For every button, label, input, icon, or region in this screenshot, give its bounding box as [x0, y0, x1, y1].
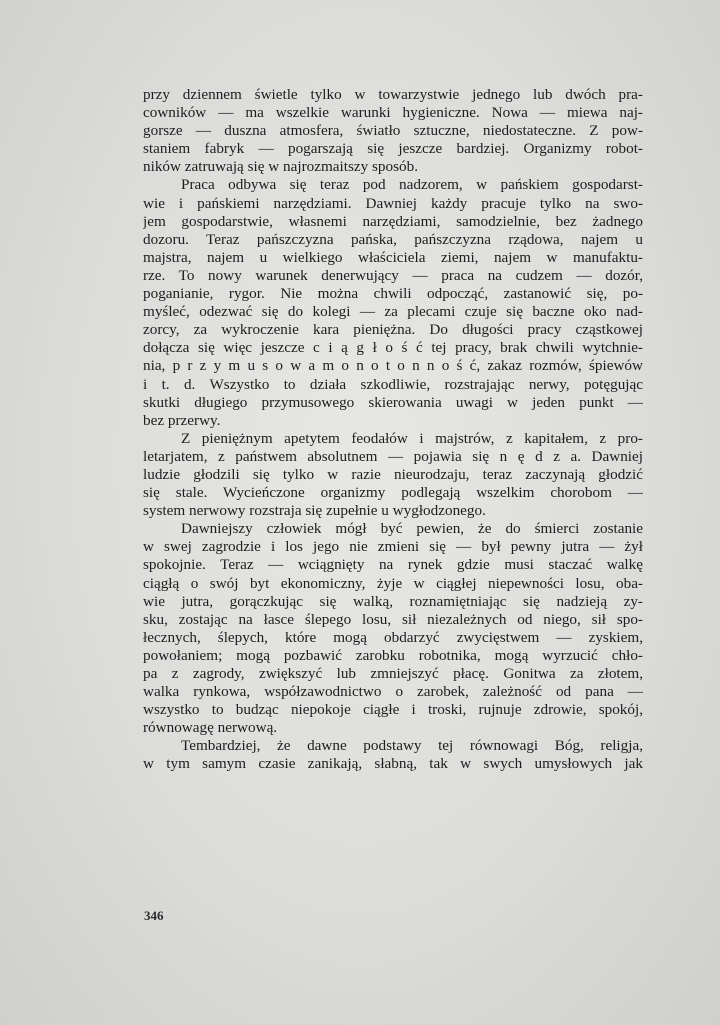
text-line: dozoru. Teraz pańszczyzna pańska, pańszczyzna rządowa, najem u — [143, 230, 643, 248]
text-line: Z pieniężnym apetytem feodałów i majstrów, z kapitałem, z pro- — [181, 429, 643, 447]
text-line: w swej zagrodzie i los jego nie zmieni się — był pewny jutra — żył — [143, 538, 643, 556]
text-line: powołaniem; mogą pozbawić zarobku robotnika, mogą wyrzucić chło- — [143, 646, 643, 664]
text-line: wie i pańskiemi narzędziami. Dawniej każdy pracuje tylko na swo- — [143, 194, 643, 212]
text-line: ciągłą o swój byt ekonomiczny, żyje w ciągłej niepewności losu, oba- — [143, 574, 643, 592]
text-line: i t. d. Wszystko to działa szkodliwie, rozstrajając nerwy, potęgując — [143, 375, 643, 393]
text-line: ludzie głodzili się tylko w razie nieurodzaju, teraz zaczynają głodzić — [143, 465, 643, 483]
text-line: skutki długiego przymusowego skierowania uwagi w jeden punkt — — [143, 393, 643, 411]
text-line: cowników — ma wszelkie warunki hygieniczne. Nowa — miewa naj- — [143, 104, 643, 122]
text-line: myśleć, odezwać się do kolegi — za plecami czuje się baczne oko nad- — [143, 303, 643, 321]
text-line: poganianie, rygor. Nie można chwili odpocząć, zastanowić się, po- — [143, 285, 643, 303]
text-line: rze. To nowy warunek denerwujący — praca na cudzem — dozór, — [143, 266, 643, 284]
text-line: jem gospodarstwie, własnemi narzędziami, samodzielnie, bez żadnego — [143, 212, 643, 230]
text-line: bez przerwy. — [143, 411, 221, 429]
text-line: letarjatem, z państwem absolutnem — pojawia się n ę d z a. Dawniej — [143, 447, 643, 465]
text-line: walka rynkowa, współzawodnictwo o zarobek, zależność od pana — — [143, 683, 643, 701]
text-line: majstra, najem u wielkiego właściciela ziemi, najem w manufaktu- — [143, 248, 643, 266]
text-line: łecznych, ślepych, które mogą obdarzyć zwycięstwem — zyskiem, — [143, 628, 643, 646]
text-line: dołącza się więc jeszcze c i ą g ł o ś ć tej pracy, brak chwili wytchnie- — [143, 339, 643, 357]
text-line: przy dziennem świetle tylko w towarzystwie jednego lub dwóch pra- — [143, 86, 643, 103]
text-line: Dawniejszy człowiek mógł być pewien, że do śmierci zostanie — [181, 520, 643, 538]
text-line: gorsze — duszna atmosfera, światło sztuczne, niedostateczne. Z pow- — [143, 122, 643, 140]
text-line: nia, p r z y m u s o w a m o n o t o n n o ś ć, zakaz rozmów, śpiewów — [143, 357, 643, 375]
text-line: w tym samym czasie zanikają, słabną, tak w swych umysłowych jak — [143, 755, 643, 773]
text-line: sku, zostając na łasce ślepego losu, sił niezależnych od niego, sił spo- — [143, 610, 643, 628]
text-line: staniem fabryk — pogarszają się jeszcze bardziej. Organizmy robot- — [143, 140, 643, 158]
text-line: się stale. Wycieńczone organizmy podlegają wszelkim chorobom — — [143, 484, 643, 502]
text-line: spokojnie. Teraz — wciągnięty na rynek gdzie musi staczać walkę — [143, 556, 643, 574]
text-line: wie jutra, gorączkując się walką, roznamiętniając się nadzieją zy- — [143, 592, 643, 610]
text-line: Praca odbywa się teraz pod nadzorem, w pańskiem gospodarst- — [181, 176, 643, 194]
text-line: wszystko to budząc niepokoje ciągłe i troski, rujnuje zdrowie, spokój, — [143, 701, 643, 719]
text-line: pa z zagrody, zwiększyć lub zmniejszyć płacę. Gonitwa za złotem, — [143, 665, 643, 682]
text-line: ników zatruwają się w najrozmaitszy sposób. — [143, 158, 418, 176]
text-line: Tembardziej, że dawne podstawy tej równowagi Bóg, religja, — [181, 737, 643, 755]
text-line: system nerwowy rozstraja się zupełnie u wygłodzonego. — [143, 502, 486, 520]
text-line: równowagę nerwową. — [143, 719, 278, 737]
text-line: zorcy, za wykroczenie kara pieniężna. Do długości pracy cząstkowej — [143, 321, 643, 339]
page-number: 346 — [144, 908, 164, 923]
body-text — [143, 86, 643, 774]
